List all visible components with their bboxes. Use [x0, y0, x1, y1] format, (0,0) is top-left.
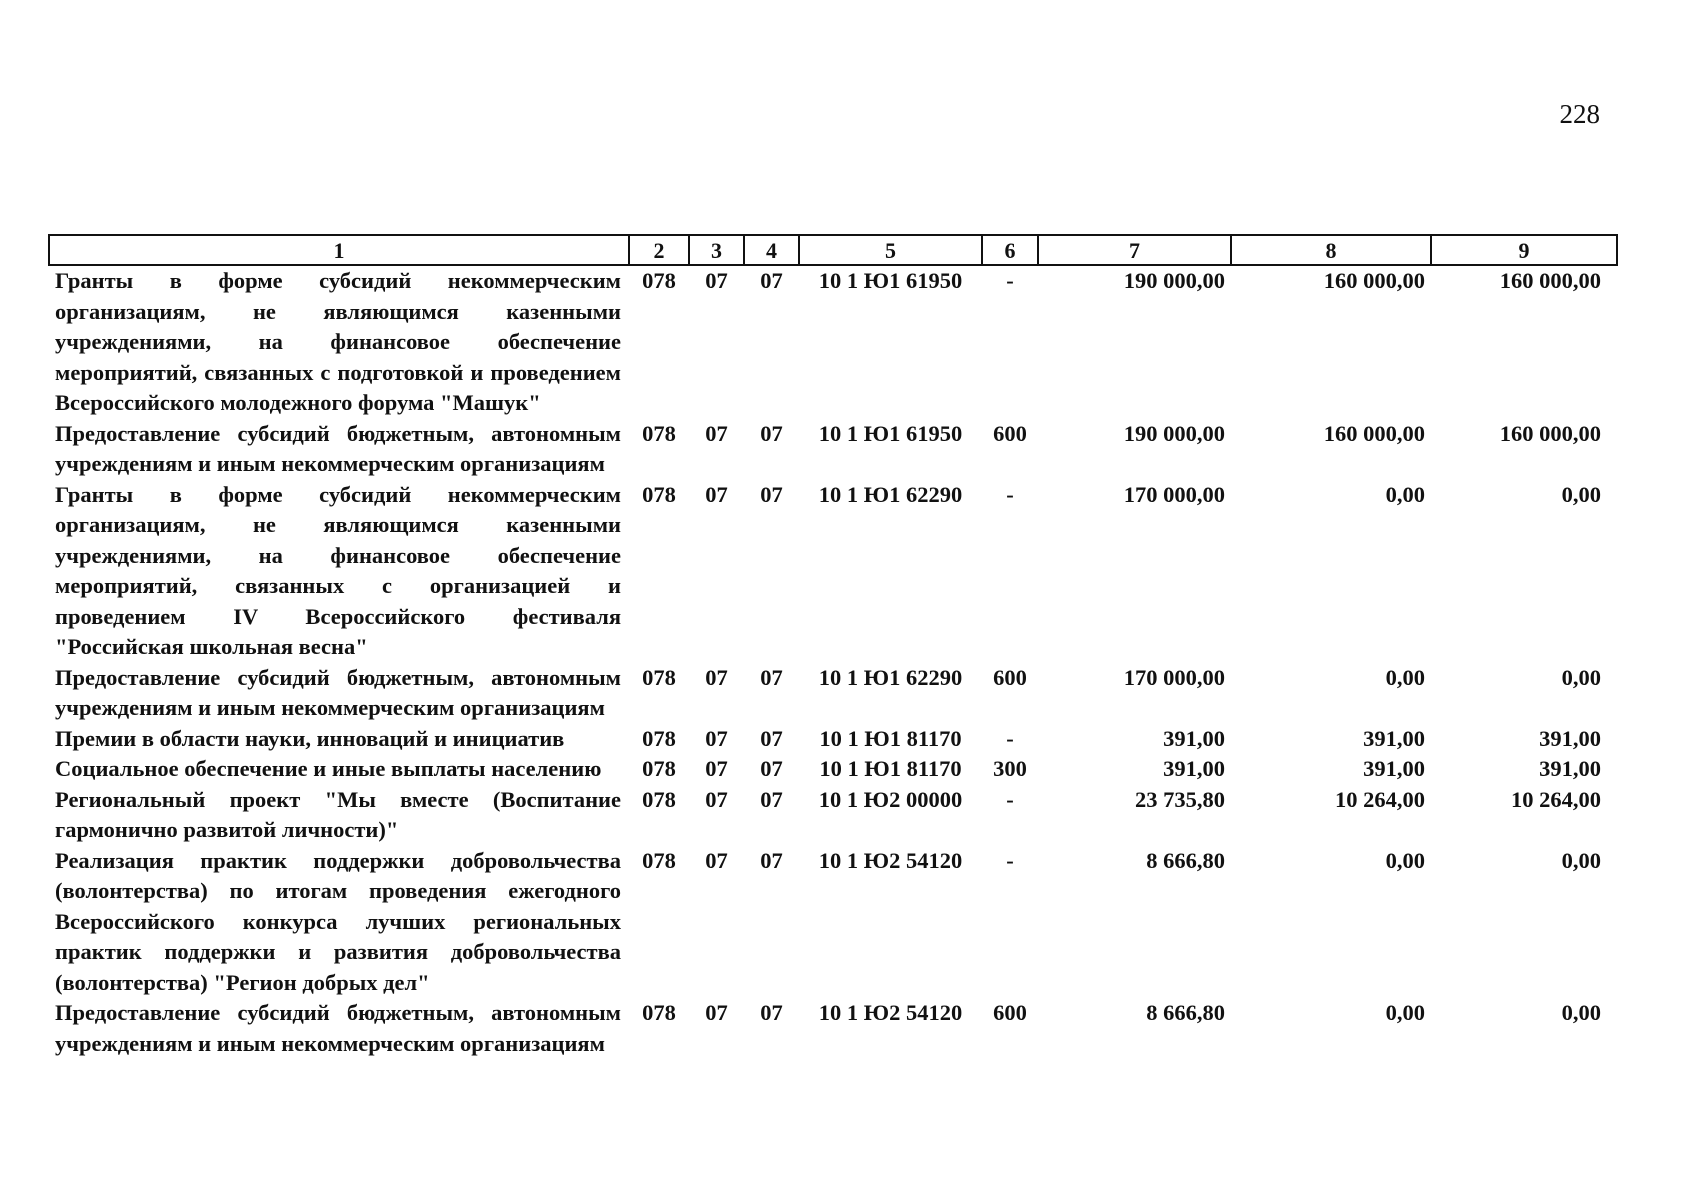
row-ministry-code: 078 — [642, 1000, 676, 1025]
row-amount-7: 8 666,80 — [1146, 847, 1225, 873]
budget-table — [48, 234, 1618, 1059]
row-target-article: 10 1 Ю1 81170 — [819, 725, 962, 751]
row-name: Реализация практик поддержки добровольчества (волонтерства) по итогам проведения ежегодного Всероссийского конкурса лучших региональных практик поддержки и развития добровольчества (волонтерства) "Регион добрых дел" — [55, 847, 621, 995]
row-amount-8: 391,00 — [1363, 725, 1425, 751]
row-target-article: 10 1 Ю1 62290 — [818, 481, 963, 507]
row-target-article: 10 1 Ю2 00000 — [818, 786, 963, 812]
row-amount-8: 0,00 — [1385, 847, 1425, 873]
row-target-article: 10 1 Ю2 54120 — [818, 847, 963, 873]
row-ministry-code: 078 — [642, 786, 676, 812]
table-row — [49, 419, 1617, 480]
table-row — [49, 785, 1617, 846]
header-col-7: 7 — [1038, 235, 1231, 265]
row-expense-type: - — [1006, 725, 1014, 751]
row-amount-9: 0,00 — [1561, 481, 1601, 507]
row-amount-9: 0,00 — [1561, 664, 1601, 690]
row-name: Региональный проект "Мы вместе (Воспитание гармонично развитой личности)" — [55, 786, 621, 842]
table-header — [49, 235, 1617, 265]
row-amount-8: 0,00 — [1385, 481, 1425, 507]
table-row — [49, 265, 1617, 419]
row-expense-type: 600 — [993, 664, 1027, 690]
row-amount-8: 10 264,00 — [1335, 786, 1425, 812]
row-subsection-code: 07 — [760, 786, 783, 812]
row-ministry-code: 078 — [642, 756, 676, 781]
table-row — [49, 480, 1617, 663]
header-col-4: 4 — [744, 235, 799, 265]
row-subsection-code: 07 — [760, 725, 783, 751]
row-name: Гранты в форме субсидий некоммерческим организациям, не являющимся казенными учреждениями, на финансовое обеспечение мероприятий, связанных с подготовкой и проведением Всероссийского молодежного форума "Машук" — [55, 268, 621, 415]
row-amount-7: 190 000,00 — [1123, 268, 1225, 293]
row-section-code: 07 — [705, 847, 728, 873]
row-subsection-code: 07 — [760, 1000, 783, 1025]
row-target-article: 10 1 Ю1 61950 — [818, 420, 963, 446]
header-col-5: 5 — [799, 235, 982, 265]
row-expense-type: 300 — [993, 756, 1027, 781]
row-amount-7: 8 666,80 — [1146, 1000, 1225, 1025]
row-ministry-code: 078 — [642, 268, 676, 293]
header-col-6: 6 — [982, 235, 1038, 265]
row-amount-9: 391,00 — [1539, 725, 1601, 751]
table-body — [49, 265, 1617, 1059]
row-section-code: 07 — [705, 268, 728, 293]
row-amount-8: 160 000,00 — [1323, 268, 1425, 293]
table-row — [49, 998, 1617, 1059]
row-amount-7: 170 000,00 — [1123, 664, 1225, 690]
row-amount-8: 391,00 — [1363, 756, 1425, 781]
header-col-8: 8 — [1231, 235, 1431, 265]
row-section-code: 07 — [705, 664, 728, 690]
row-ministry-code: 078 — [642, 847, 676, 873]
row-name: Предоставление субсидий бюджетным, автономным учреждениям и иным некоммерческим организациям — [55, 664, 621, 720]
table-row — [49, 724, 1617, 755]
row-amount-9: 160 000,00 — [1499, 420, 1601, 446]
row-subsection-code: 07 — [760, 664, 783, 690]
row-section-code: 07 — [705, 756, 728, 781]
row-ministry-code: 078 — [642, 420, 676, 446]
header-col-9: 9 — [1431, 235, 1617, 265]
row-amount-8: 0,00 — [1385, 664, 1425, 690]
row-name: Предоставление субсидий бюджетным, автономным учреждениям и иным некоммерческим организациям — [55, 420, 621, 476]
row-amount-8: 160 000,00 — [1323, 420, 1425, 446]
row-subsection-code: 07 — [760, 268, 783, 293]
row-section-code: 07 — [705, 725, 728, 751]
row-target-article: 10 1 Ю2 54120 — [818, 1000, 963, 1025]
row-expense-type: - — [1006, 268, 1014, 293]
row-amount-7: 23 735,80 — [1135, 786, 1225, 812]
table-row — [49, 754, 1617, 785]
table-row — [49, 663, 1617, 724]
row-target-article: 10 1 Ю1 81170 — [819, 756, 962, 781]
header-col-2: 2 — [629, 235, 689, 265]
row-amount-8: 0,00 — [1385, 1000, 1425, 1025]
row-amount-9: 10 264,00 — [1511, 786, 1601, 812]
page-number: 228 — [1559, 99, 1600, 129]
row-expense-type: 600 — [993, 420, 1027, 446]
row-amount-9: 391,00 — [1539, 756, 1601, 781]
row-expense-type: - — [1006, 847, 1014, 873]
row-expense-type: - — [1006, 481, 1014, 507]
row-expense-type: 600 — [993, 1000, 1027, 1025]
header-col-1: 1 — [49, 235, 629, 265]
row-expense-type: - — [1006, 786, 1014, 812]
row-amount-7: 391,00 — [1163, 756, 1225, 781]
row-name: Премии в области науки, инноваций и инициатив — [55, 725, 565, 751]
row-ministry-code: 078 — [642, 664, 676, 690]
row-subsection-code: 07 — [760, 420, 783, 446]
row-subsection-code: 07 — [760, 481, 783, 507]
row-amount-9: 0,00 — [1561, 1000, 1601, 1025]
row-subsection-code: 07 — [760, 847, 783, 873]
row-section-code: 07 — [705, 481, 728, 507]
table-row — [49, 846, 1617, 999]
row-subsection-code: 07 — [760, 756, 783, 781]
row-section-code: 07 — [705, 1000, 728, 1025]
row-amount-7: 391,00 — [1163, 725, 1225, 751]
row-ministry-code: 078 — [642, 725, 676, 751]
row-amount-9: 160 000,00 — [1499, 268, 1601, 293]
row-ministry-code: 078 — [642, 481, 676, 507]
row-section-code: 07 — [705, 786, 728, 812]
row-target-article: 10 1 Ю1 62290 — [818, 664, 963, 690]
header-row — [49, 235, 1617, 265]
row-section-code: 07 — [705, 420, 728, 446]
budget-table-container — [48, 234, 1616, 1059]
row-target-article: 10 1 Ю1 61950 — [818, 268, 963, 293]
row-amount-9: 0,00 — [1561, 847, 1601, 873]
row-amount-7: 170 000,00 — [1123, 481, 1225, 507]
row-name: Предоставление субсидий бюджетным, автономным учреждениям и иным некоммерческим организациям — [55, 1000, 621, 1056]
row-name: Социальное обеспечение и иные выплаты населению — [55, 756, 602, 781]
row-amount-7: 190 000,00 — [1123, 420, 1225, 446]
header-col-3: 3 — [689, 235, 744, 265]
row-name: Гранты в форме субсидий некоммерческим организациям, не являющимся казенными учреждениями, на финансовое обеспечение мероприятий, связанных с организацией и проведением IV Всероссийского фестиваля "Российская школьная весна" — [55, 481, 621, 659]
